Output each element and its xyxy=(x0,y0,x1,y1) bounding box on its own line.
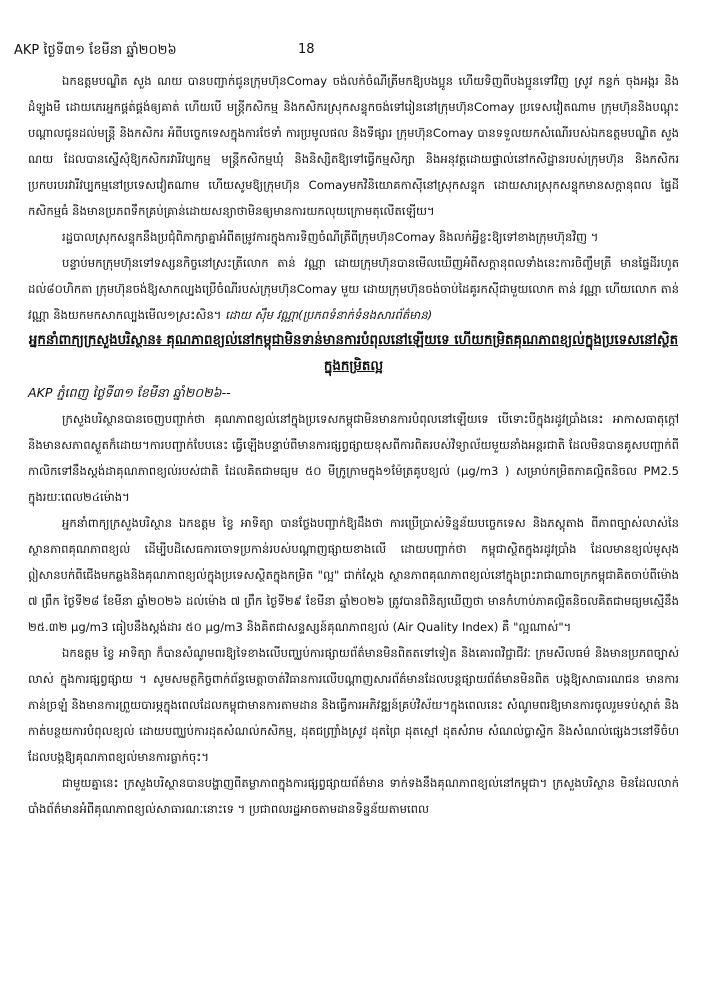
article1-paragraph-3 xyxy=(28,250,679,328)
article2-paragraph-1: ក្រសួងបរិស្ថានបានចេញបញ្ជាក់ថា គុណភាពខ្យល់នៅក្នុងប្រទេសកម្ពុជាមិនមានការបំពុលនៅឡើយទេ បើទោះបីក្នុងរដូវប្រាំងនេះ អាកាសធាតុក្តៅ និងមានសភាពស្ងួតក៏ដោយ។ការបញ្ជាក់បែបនេះ ធ្វើឡើងបន្ទាប់ពីមានការផ្សព្វផ្សាយខុសពីការពិតរបស់វិទ្យាល័យមួយនាំងអន្តរជាតិ ដែលមិនបានគូសបញ្ជាក់ពីកាលិកទៅនឹងស្តង់ដាគុណភាពខ្យល់របស់ជាតិ ដែលគិតជាមធ្យម ៥០ មីក្រូក្រាមក្នុង១ម៉ែត្រគូបខ្យល់ (µg/m3 ) សម្រាប់កម្រិតភាគល្អិតនិចល PM2.5 ក្នុងរយៈពេល២៤ម៉ោង។ xyxy=(28,412,679,504)
article2-paragraph-2: អ្នកនាំពាក្យក្រសួងបរិស្ថាន ឯកឧត្តម ខ្វៃ អាទិត្យា បានថ្លែងបញ្ជាក់ឱ្យដឹងថា ការប្រើប្រាស់ទិន្នន័យបច្ចេកទេស និងភស្តុតាង ពីភាពច្បាស់លាស់នៃស្ថានភាពគុណភាពខ្យល់ ដើម្បីបដិសេធការចោទប្រកាន់របស់បណ្តាញផ្សាយខាងលើ ដោយបញ្ជាក់ថា កម្ពុជាស្ថិតក្នុងរដូវប្រាំង ដែលមានខ្យល់មូសុងឦសានបក់ពីជើងមកឆ្លងនិងគុណភាពខ្យល់ក្នុងប្រទេសស្ថិតក្នុងកម្រិត "ល្អ" ជាក់ស្តែង ស្ថានភាពគុណភាពខ្យល់នៅក្នុងព្រះរាជាណាចក្រកម្ពុជាគិតចាប់ពីម៉ោង ៧ ព្រឹក ថ្ងៃទី២៨ ខែមីនា ឆ្នាំ២០២៦ ដល់ម៉ោង ៧ ព្រឹក ថ្ងៃទី២៩ ខែមីនា ឆ្នាំ២០២៦ ត្រូវបានពិនិត្យឃើញថា មានកំហាប់ភាគល្អិតនិចលគិតជាមធ្យមស្មើនឹង ២៥.៣២ µg/m3 ធៀបនឹងស្តង់ដារ ៥០ µg/m3 និងគិតជាសន្ទស្សន៍គុណភាពខ្យល់ (Air Quality Index) គឺ "ល្អណាស់"។ xyxy=(28,516,679,634)
article2-paragraph-4: ជាមួយគ្នានេះ ក្រសួងបរិស្ថានបានបង្ហាញពីតម្លាភាពក្នុងការផ្សព្វផ្សាយព័ត៌មាន ទាក់ទងនឹងគុណភាពខ្យល់នៅកម្ពុជា។ ក្រសួងបរិស្ថាន មិនដែលលាក់បាំងព័ត៌មានអំពីគុណភាពខ្យល់សាធារណៈនោះទេ ។ ប្រជាពលរដ្ឋអាចតាមដានទិន្នន័យតាមពេល xyxy=(28,776,679,816)
article1-paragraph-3-text: បន្ទាប់មកក្រុមហ៊ុនទៅទស្សនកិច្ចនៅស្រះត្រីលោក តាន់ វណ្ណា ដោយក្រុមហ៊ុនបានមើលឃើញអំពីសក្តានុពលទាំងនេះការចិញ្ចឹមត្រី មានផ្ទៃដីរហូតដល់៨០ហិកតា ក្រុមហ៊ុនចង់ឱ្យសាកល្បងប្រើចំណីរបស់ក្រុមហ៊ុនComay មួយ ដោយក្រុមហ៊ុនចង់ចាប់ដៃគូរកស៊ីជាមួយលោក តាន់ វណ្ណា ហើយលោក តាន់ វណ្ណា និងយកមកសាកល្បងមើល១ស្រះសិន។ xyxy=(28,256,679,322)
article2-dateline: AKP ភ្នំពេញ ថ្ងៃទី៣១ ខែមីនា ឆ្នាំ២០២៦-- xyxy=(28,385,231,400)
article1-byline: ដោយ ស៊ឹម វណ្ណា(ប្រភពទំនាក់ទំនងសារព័ត៌មាន) xyxy=(221,308,433,322)
page-header xyxy=(14,42,693,62)
article1-paragraph-2: រដ្ឋបាលស្រុកសន្ទុកនឹងប្រជុំពិភាក្សាគ្នាអំពីតម្រូវការក្នុងការទិញចំណីត្រីពីក្រុមហ៊ុនComay និងលក់អ្វីខ្លះឱ្យទៅខាងក្រុមហ៊ុនវិញ ។ xyxy=(62,230,599,244)
article2-headline: អ្នកនាំពាក្យក្រសួងបរិស្ថាន៖ គុណភាពខ្យល់នៅកម្ពុជាមិនទាន់មានការបំពុលនៅឡើយទេ ហើយកម្រិតគុណភាពខ្យល់ក្នុងប្រទេសនៅស្ថិតក្នុងកម្រិតល្អ xyxy=(28,333,679,374)
article2-paragraph-3: ឯកឧត្តម ខ្វៃ អាទិត្យា ក៏បានសំណូមពរឱ្យទៃខាងលើបញ្ឈប់ការផ្សាយព័ត៌មានមិនពិតតទៅទៀត និងគោរពវិជ្ជាជីវៈ ក្រមសីលធម៌ និងមានប្រភពច្បាស់លាស់ ក្នុងការផ្សព្វផ្សាយ ។ សូមសមត្ថកិច្ចពាក់ព័ន្ធមេត្តាចាត់វិធានការលើបណ្តាញសារព័ត៌មានដែលបន្តផ្សាយព័ត៌មានមិនពិត បង្កឱ្យសាធារណជន មានការភាន់ច្រឡំ និងមានការព្រួយបារម្ភក្នុងពេលដែលកម្ពុជាមានការតាមដាន និងធ្វើការអភិវឌ្ឍន៍គ្រប់វិស័យ។ក្នុងពេលនេះ សំណូមពរឱ្យមានការចូលរួមទប់ស្កាត់ និងកាត់បន្ថយការបំពុលខ្យល់ ដោយបញ្ឈប់ការដុតសំណល់កសិកម្ម, ដុតជញ្ជ្រាំងស្រូវ ដុតព្រៃ ដុតស្មៅ ដុតសំរាម សំណល់ប្លាស្ទិក និងសំណល់ផ្សេងៗនៅទីចំហ ដែលបង្កឱ្យគុណភាពខ្យល់មានការធ្លាក់ចុះ។ xyxy=(28,646,679,764)
page-number: 18 xyxy=(298,42,315,57)
header-source-date: AKP ថ្ងៃទី៣១ ខែមីនា ឆ្នាំ២០២៦ xyxy=(14,43,177,58)
article1-paragraph-1: ឯកឧត្តមបណ្ឌិត សួង ណយ បានបញ្ជាក់ជូនក្រុមហ៊ុនComay ចង់លក់ចំណីត្រីមកឱ្យបងប្អូន ហើយទិញពីបងប្អូនទៅវិញ ស្រូវ កន្ទក់ ចុងអង្ករ និងដំឡូងមី ដោយភេរអ្នកផ្គត់ផ្គង់ឲ្យគាត់ ហើយបើ មន្ត្រីកសិកម្ម និងកសិករស្រុកសន្ទុកចង់ទៅរៀននៅក្រុមហ៊ុនComay ប្រទេសវៀតណាម ក្រុមហ៊ុននិងបណ្តុះបណ្តាលជូនដល់មន្ត្រី និងកសិករ អំពីបច្ចេកទេសក្នុងការថែទាំ ការប្រមូលផល និងទីផ្សារ ក្រុមហ៊ុនComay បានទទួលយកសំណើរបស់ឯកឧត្តមបណ្ឌិត សួង ណយ ដែលបានស្នើសុំឱ្យកសិករវារីវប្បកម្ម មន្ត្រីកសិកម្មឃុំ និងនិស្សិតឱ្យទៅធ្វើកម្មសិក្សា និងអនុវត្តដោយផ្ទាល់នៅកសិដ្ឋានរបស់ក្រុមហ៊ុន និងកសិករប្រកបរបរវារីវប្បកម្មនៅប្រទេសវៀតណាម ហើយសូមឱ្យក្រុមហ៊ុន Comayមកវិនិយោគកាស៊ីនៅស្រុកសន្ទុក ដោយសារស្រុកសន្ទុកមានសក្តានុពល ផ្ទៃដីកសិកម្មធំ និងមានប្រភពទឹកគ្រប់គ្រាន់ដោយសន្យាថាមិនឲ្យមានការយកលុយក្រោមតុលើតឡើយ។ xyxy=(28,74,679,218)
document-body xyxy=(28,68,679,822)
